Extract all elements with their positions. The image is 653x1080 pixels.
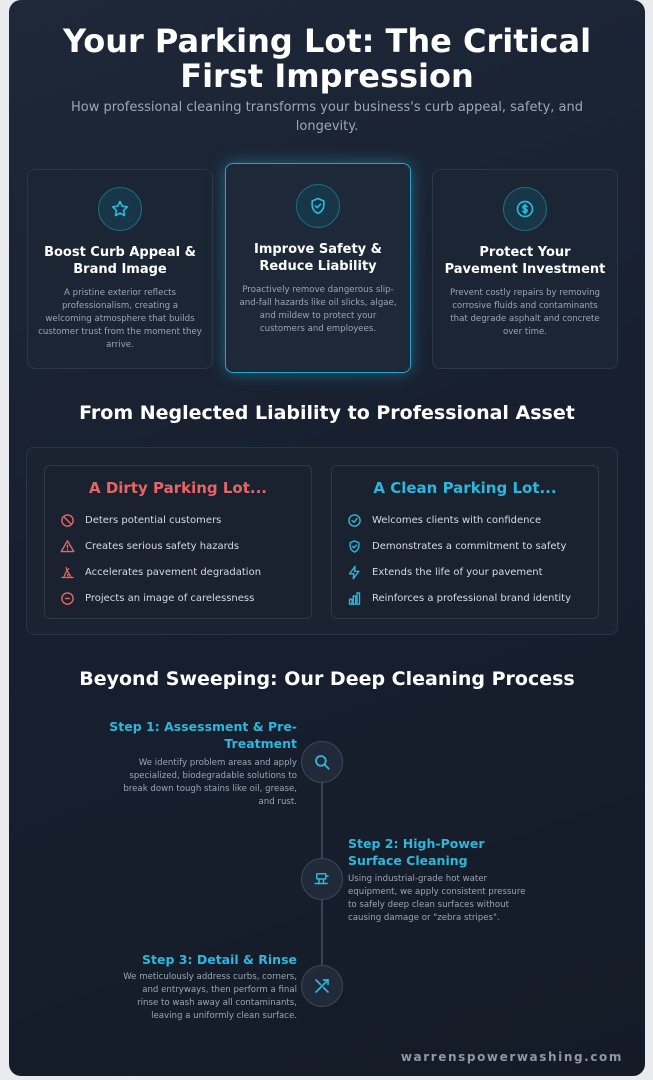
dirty-lot-heading: A Dirty Parking Lot...	[89, 479, 267, 497]
dirty-list-item: Accelerates pavement degradation	[59, 559, 311, 585]
benefit-title: Protect Your Pavement Investment	[444, 245, 606, 277]
shield-check-icon	[296, 184, 340, 228]
ban-icon	[59, 512, 75, 528]
benefit-text: Proactively remove dangerous slip-and-fall hazards like oil slicks, algae, and mildew to protect your customers and employees.	[239, 285, 397, 334]
step-2-title: Step 2: High-Power Surface Cleaning	[348, 836, 485, 868]
search-icon	[301, 741, 343, 783]
dirty-list-item: Creates serious safety hazards	[59, 533, 311, 559]
clean-list-item: Reinforces a professional brand identity	[346, 585, 598, 611]
step-2-text: Using industrial-grade hot water equipment, we apply consistent pressure to safely deep clean surfaces without causing damage or "zebra stripes".	[348, 874, 526, 923]
pressure-washer-icon	[301, 858, 343, 900]
cracked-road-icon	[59, 564, 75, 580]
bar-chart-icon	[346, 590, 362, 606]
benefit-title: Improve Safety & Reduce Liability	[253, 242, 382, 274]
step-3-title: Step 3: Detail & Rinse	[142, 952, 297, 967]
benefit-title: Boost Curb Appeal & Brand Image	[44, 245, 196, 277]
benefit-card-pavement	[432, 169, 618, 369]
clean-lot-heading: A Clean Parking Lot...	[373, 479, 557, 497]
step-1-text: We identify problem areas and apply specialized, biodegradable solutions to break down tough stains like oil, grease, and rust.	[123, 758, 297, 807]
page-title: Your Parking Lot: The Critical First Impression	[62, 22, 592, 95]
check-circle-icon	[346, 512, 362, 528]
lightning-icon	[346, 564, 362, 580]
benefit-text: A pristine exterior reflects professionalism, creating a welcoming atmosphere that builds customer trust from the moment they arrive.	[38, 288, 202, 350]
shield-check-icon	[346, 538, 362, 554]
clean-list-item: Extends the life of your pavement	[346, 559, 598, 585]
clean-list-item: Welcomes clients with confidence	[346, 507, 598, 533]
dirty-lot-column	[44, 465, 312, 619]
dirty-list-item: Deters potential customers	[59, 507, 311, 533]
comparison-title: From Neglected Liability to Professional Asset	[79, 402, 575, 424]
benefit-text: Prevent costly repairs by removing corrosive fluids and contaminants that degrade asphalt and concrete over time.	[449, 288, 600, 337]
clean-list-item: Demonstrates a commitment to safety	[346, 533, 598, 559]
tools-icon	[301, 965, 343, 1007]
warning-icon	[59, 538, 75, 554]
website-watermark: warrenspowerwashing.com	[400, 1050, 623, 1064]
step-3-text: We meticulously address curbs, corners, and entryways, then perform a final rinse to wash away all contaminants, leaving a uniformly clean surface.	[123, 972, 297, 1021]
comparison-panel	[26, 447, 618, 635]
dollar-icon	[503, 187, 547, 231]
benefit-card-safety	[225, 163, 411, 373]
dirty-list-item: Projects an image of carelessness	[59, 585, 311, 611]
clean-lot-column	[331, 465, 599, 619]
benefit-card-curb-appeal	[27, 169, 213, 369]
star-icon	[98, 187, 142, 231]
process-title: Beyond Sweeping: Our Deep Cleaning Process	[79, 668, 575, 690]
step-1-title: Step 1: Assessment & Pre-Treatment	[109, 719, 297, 751]
page-subtitle: How professional cleaning transforms your business's curb appeal, safety, and longevity.	[71, 100, 583, 134]
infographic-page	[9, 0, 645, 1076]
minus-circle-icon	[59, 590, 75, 606]
